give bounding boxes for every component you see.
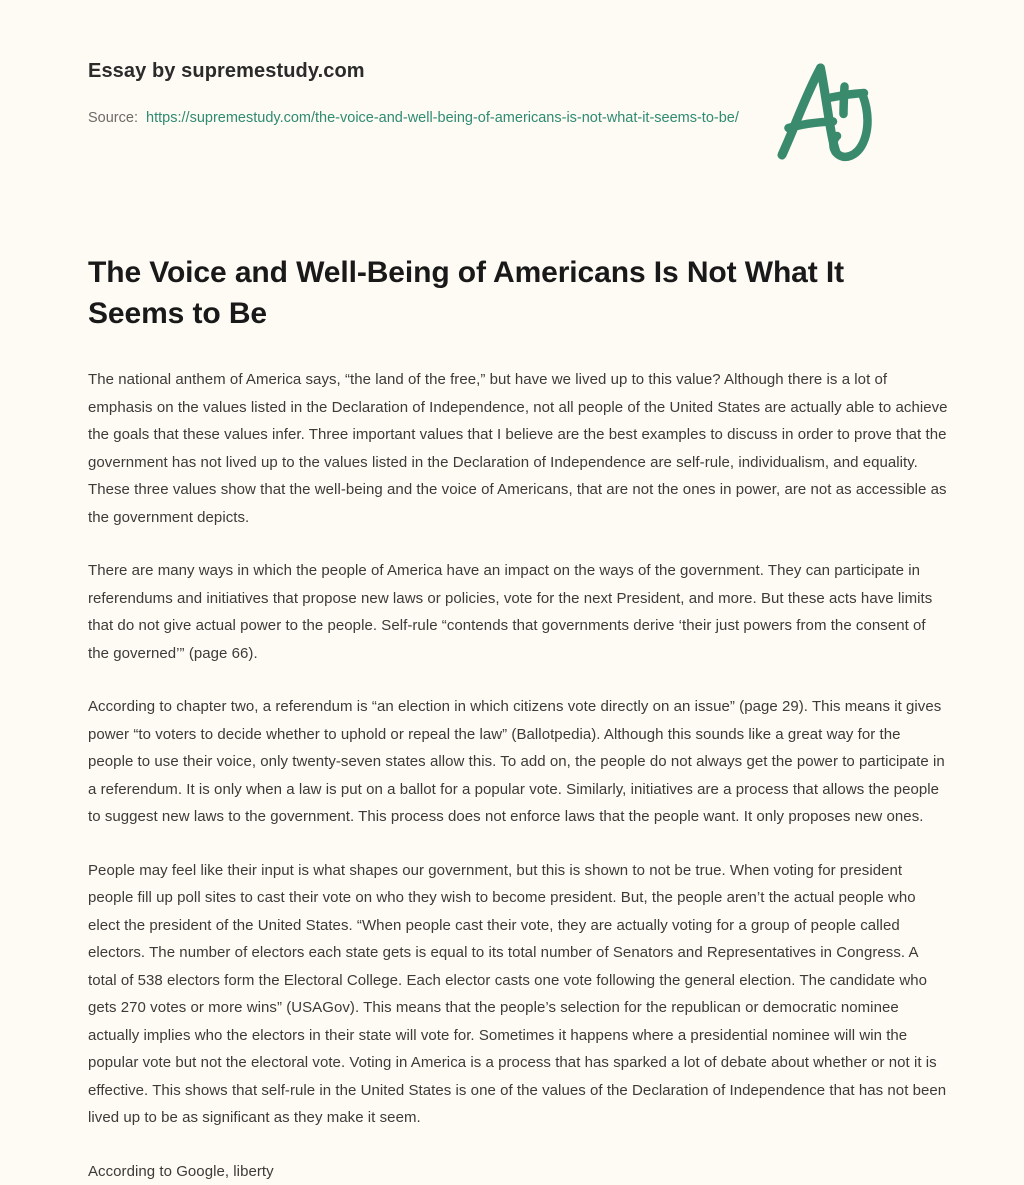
source-url-link[interactable]: https://supremestudy.com/the-voice-and-well-being-of-americans-is-not-what-it-seems-to-be/ bbox=[146, 110, 739, 126]
essay-byline: Essay by supremestudy.com bbox=[88, 58, 739, 84]
paragraph: According to Google, liberty bbox=[88, 1158, 948, 1185]
source-line bbox=[88, 106, 739, 131]
page-header bbox=[0, 0, 1024, 176]
header-left-block bbox=[88, 58, 739, 131]
paragraph: According to chapter two, a referendum is “an election in which citizens vote directly on an issue” (page 29). This means it gives power “to voters to decide whether to uphold or repeal the law” (Ballotpedia). Although this sounds like a great way for the people to use their voice, only twenty-seven states allow this. To add on, the people do not always get the power to participate in a referendum. It is only when a law is put on a ballot for a popular vote. Similarly, initiatives are a process that allows the people to suggest new laws to the government. This process does not enforce laws that the people want. It only proposes new ones. bbox=[88, 693, 948, 831]
paragraph: People may feel like their input is what shapes our government, but this is shown to not be true. When voting for president people fill up poll sites to cast their vote on who they wish to become president. But, the people aren’t the actual people who elect the president of the United States. “When people cast their vote, they are actually voting for a group of people called electors. The number of electors each state gets is equal to its total number of Senators and Representatives in Congress. A total of 538 electors form the Electoral College. Each elector casts one vote following the general election. The candidate who gets 270 votes or more wins” (USAGov). This means that the people’s selection for the republican or democratic nominee actually implies who the electors in their state will vote for. Sometimes it happens where a presidential nominee will win the popular vote but not the electoral vote. Voting in America is a process that has sparked a lot of debate about whether or not it is effective. This shows that self-rule in the United States is one of the values of the Declaration of Independence that has not been lived up to be as significant as they make it seem. bbox=[88, 857, 948, 1132]
paragraph: There are many ways in which the people of America have an impact on the ways of the government. They can participate in referendums and initiatives that propose new laws or policies, vote for the next President, and more. But these acts have limits that do not give actual power to the people. Self-rule “contends that governments derive ‘their just powers from the consent of the governed’” (page 66). bbox=[88, 557, 948, 667]
a-plus-icon bbox=[763, 56, 883, 174]
source-label: Source: bbox=[88, 110, 138, 126]
page-title: The Voice and Well-Being of Americans Is Not What It Seems to Be bbox=[88, 252, 948, 334]
brand-logo[interactable] bbox=[758, 56, 888, 176]
document-content bbox=[0, 252, 1024, 1185]
paragraph: The national anthem of America says, “the land of the free,” but have we lived up to this value? Although there is a lot of emphasis on the values listed in the Declaration of Independence, not all people of the United States are actually able to achieve the goals that these values infer. Three important values that I believe are the best examples to discuss in order to prove that the government has not lived up to the values listed in the Declaration of Independence are self-rule, individualism, and equality. These three values show that the well-being and the voice of Americans, that are not the ones in power, are not as accessible as the government depicts. bbox=[88, 366, 948, 531]
essay-body bbox=[88, 366, 948, 1185]
